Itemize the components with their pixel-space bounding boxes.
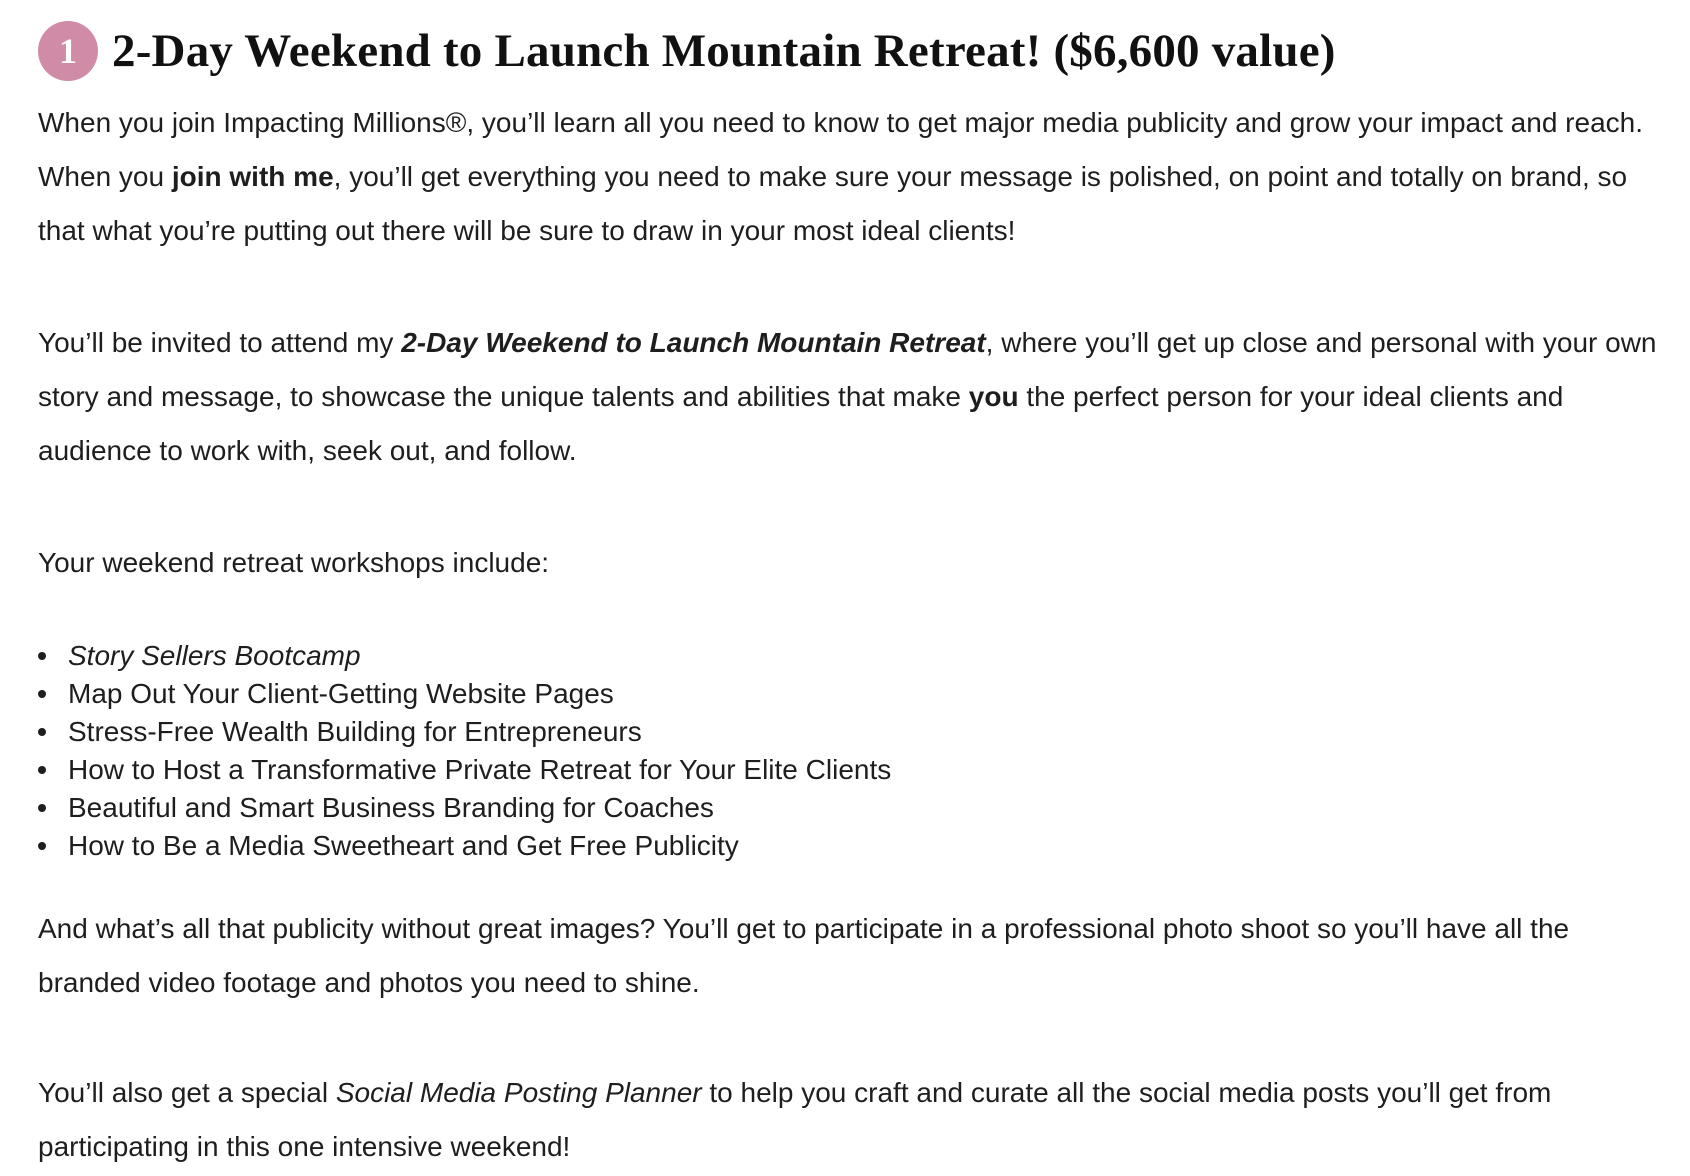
list-item — [38, 751, 891, 789]
planner-line-1 — [38, 1066, 1678, 1120]
retreat-paragraph — [38, 316, 1678, 478]
photos-paragraph — [38, 902, 1678, 1010]
intro-line-3: that what you’re putting out there will be sure to draw in your most ideal clients! — [38, 215, 1016, 246]
workshop-item-5: Beautiful and Smart Business Branding for Coaches — [68, 792, 714, 823]
intro-line-2-start: When you — [38, 161, 172, 192]
planner-name-emphasis: Social Media Posting Planner — [335, 1077, 702, 1108]
retreat-line-3: audience to work with, seek out, and follow. — [38, 435, 577, 466]
planner-line-1-start: You’ll also get a special — [38, 1077, 336, 1108]
retreat-name-emphasis: 2-Day Weekend to Launch Mountain Retreat — [401, 327, 986, 358]
workshop-item-4: How to Host a Transformative Private Retreat for Your Elite Clients — [68, 754, 892, 785]
intro-line-1: When you join Impacting Millions®, you’ll learn all you need to know to get major media publicity and grow your impact and reach. — [38, 107, 1643, 138]
intro-line-2 — [38, 150, 1678, 204]
retreat-line-1-end: , where you’ll get up close and personal with your own — [985, 327, 1657, 358]
retreat-line-2-end: the perfect person for your ideal clients and — [1018, 381, 1564, 412]
workshop-item-2: Map Out Your Client-Getting Website Pages — [68, 678, 614, 709]
section-title: 2-Day Weekend to Launch Mountain Retreat! ($6,600 value) — [112, 25, 1336, 77]
workshop-list — [38, 637, 891, 865]
retreat-line-2-start: story and message, to showcase the unique talents and abilities that make — [38, 381, 969, 412]
retreat-line-1 — [38, 316, 1678, 370]
section-heading — [38, 21, 1336, 81]
section-number-badge: 1 — [38, 21, 98, 81]
list-item — [38, 713, 891, 751]
workshops-intro — [38, 536, 1678, 590]
retreat-line-2 — [38, 370, 1678, 424]
workshop-item-6: How to Be a Media Sweetheart and Get Free Publicity — [68, 830, 739, 861]
list-item — [38, 827, 891, 865]
list-item — [38, 789, 891, 827]
you-emphasis: you — [968, 381, 1019, 412]
retreat-line-1-start: You’ll be invited to attend my — [38, 327, 402, 358]
list-item — [38, 675, 891, 713]
photos-line-1: And what’s all that publicity without great images? You’ll get to participate in a professional photo shoot so you’ll have all the — [38, 913, 1570, 944]
join-with-me-emphasis: join with me — [171, 161, 334, 192]
list-item — [38, 637, 891, 675]
workshops-intro-text: Your weekend retreat workshops include: — [38, 547, 550, 578]
planner-line-2: participating in this one intensive weekend! — [38, 1131, 571, 1162]
intro-line-2-end: , you’ll get everything you need to make sure your message is polished, on point and totally on brand, so — [333, 161, 1628, 192]
workshop-item-1: Story Sellers Bootcamp — [68, 640, 361, 671]
workshop-item-3: Stress-Free Wealth Building for Entrepreneurs — [68, 716, 642, 747]
planner-paragraph — [38, 1066, 1678, 1174]
photos-line-2: branded video footage and photos you need to shine. — [38, 967, 700, 998]
intro-paragraph — [38, 96, 1678, 258]
planner-line-1-end: to help you craft and curate all the social media posts you’ll get from — [701, 1077, 1552, 1108]
